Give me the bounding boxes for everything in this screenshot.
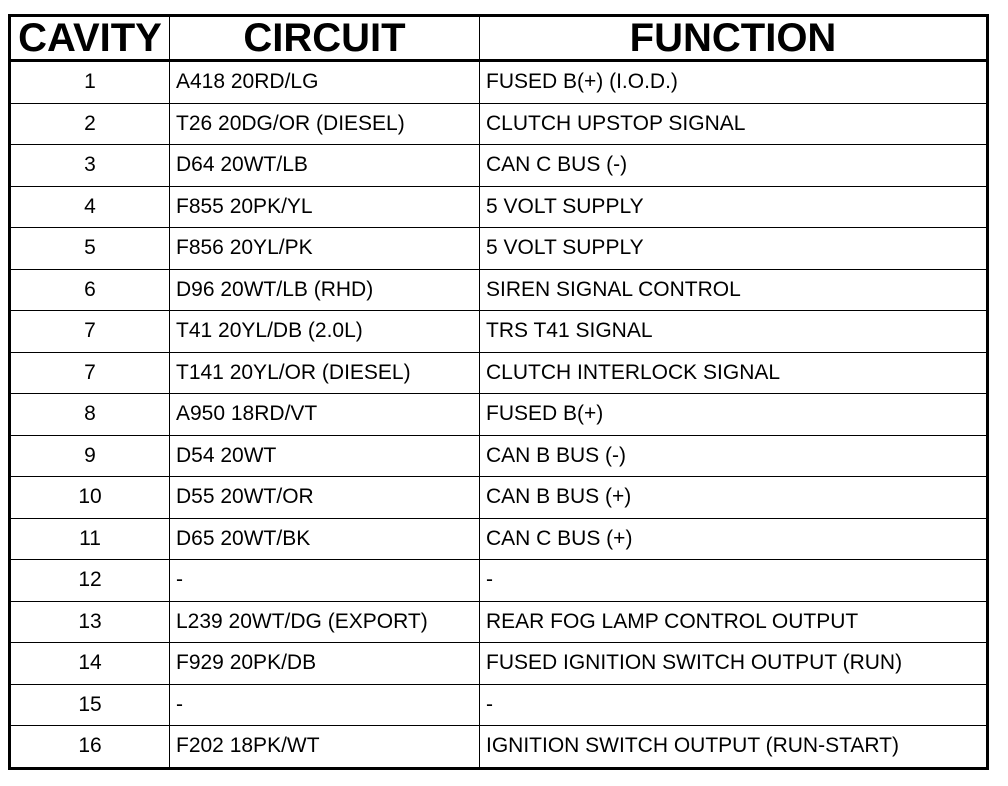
- function-cell: CAN B BUS (-): [480, 435, 988, 477]
- header-row: [10, 16, 988, 61]
- header-cavity: CAVITY: [10, 16, 170, 61]
- table-row: [10, 560, 988, 602]
- table-body: [10, 61, 988, 769]
- function-cell: 5 VOLT SUPPLY: [480, 228, 988, 270]
- circuit-cell: D96 20WT/LB (RHD): [170, 269, 480, 311]
- table-row: [10, 477, 988, 519]
- function-cell: REAR FOG LAMP CONTROL OUTPUT: [480, 601, 988, 643]
- circuit-cell: F929 20PK/DB: [170, 643, 480, 685]
- table-row: [10, 311, 988, 353]
- function-cell: FUSED B(+) (I.O.D.): [480, 61, 988, 104]
- circuit-cell: D54 20WT: [170, 435, 480, 477]
- table-row: [10, 394, 988, 436]
- circuit-cell: A950 18RD/VT: [170, 394, 480, 436]
- table-row: [10, 228, 988, 270]
- circuit-cell: -: [170, 684, 480, 726]
- cavity-cell: 5: [10, 228, 170, 270]
- function-cell: TRS T41 SIGNAL: [480, 311, 988, 353]
- table-row: [10, 726, 988, 769]
- table-row: [10, 643, 988, 685]
- function-cell: CAN B BUS (+): [480, 477, 988, 519]
- cavity-cell: 14: [10, 643, 170, 685]
- header-circuit: CIRCUIT: [170, 16, 480, 61]
- table-row: [10, 352, 988, 394]
- cavity-cell: 7: [10, 352, 170, 394]
- cavity-cell: 7: [10, 311, 170, 353]
- function-cell: FUSED IGNITION SWITCH OUTPUT (RUN): [480, 643, 988, 685]
- function-cell: SIREN SIGNAL CONTROL: [480, 269, 988, 311]
- cavity-cell: 15: [10, 684, 170, 726]
- function-cell: CLUTCH UPSTOP SIGNAL: [480, 103, 988, 145]
- circuit-cell: T41 20YL/DB (2.0L): [170, 311, 480, 353]
- cavity-cell: 2: [10, 103, 170, 145]
- table-row: [10, 103, 988, 145]
- function-cell: -: [480, 560, 988, 602]
- circuit-cell: D65 20WT/BK: [170, 518, 480, 560]
- cavity-cell: 12: [10, 560, 170, 602]
- cavity-cell: 4: [10, 186, 170, 228]
- cavity-cell: 8: [10, 394, 170, 436]
- function-cell: IGNITION SWITCH OUTPUT (RUN-START): [480, 726, 988, 769]
- function-cell: CAN C BUS (-): [480, 145, 988, 187]
- cavity-cell: 6: [10, 269, 170, 311]
- table-row: [10, 61, 988, 104]
- cavity-cell: 3: [10, 145, 170, 187]
- function-cell: -: [480, 684, 988, 726]
- cavity-cell: 11: [10, 518, 170, 560]
- circuit-cell: T26 20DG/OR (DIESEL): [170, 103, 480, 145]
- cavity-cell: 10: [10, 477, 170, 519]
- circuit-cell: D55 20WT/OR: [170, 477, 480, 519]
- table-row: [10, 684, 988, 726]
- cavity-cell: 1: [10, 61, 170, 104]
- connector-pinout-table: [8, 14, 989, 770]
- cavity-cell: 9: [10, 435, 170, 477]
- table-row: [10, 145, 988, 187]
- table-row: [10, 269, 988, 311]
- table-row: [10, 518, 988, 560]
- cavity-cell: 16: [10, 726, 170, 769]
- circuit-cell: D64 20WT/LB: [170, 145, 480, 187]
- circuit-cell: A418 20RD/LG: [170, 61, 480, 104]
- table-row: [10, 435, 988, 477]
- circuit-cell: F855 20PK/YL: [170, 186, 480, 228]
- circuit-cell: F856 20YL/PK: [170, 228, 480, 270]
- function-cell: CAN C BUS (+): [480, 518, 988, 560]
- header-function: FUNCTION: [480, 16, 988, 61]
- circuit-cell: -: [170, 560, 480, 602]
- table-row: [10, 186, 988, 228]
- function-cell: 5 VOLT SUPPLY: [480, 186, 988, 228]
- circuit-cell: T141 20YL/OR (DIESEL): [170, 352, 480, 394]
- table-row: [10, 601, 988, 643]
- function-cell: FUSED B(+): [480, 394, 988, 436]
- cavity-cell: 13: [10, 601, 170, 643]
- function-cell: CLUTCH INTERLOCK SIGNAL: [480, 352, 988, 394]
- circuit-cell: F202 18PK/WT: [170, 726, 480, 769]
- circuit-cell: L239 20WT/DG (EXPORT): [170, 601, 480, 643]
- table-header: [10, 16, 988, 61]
